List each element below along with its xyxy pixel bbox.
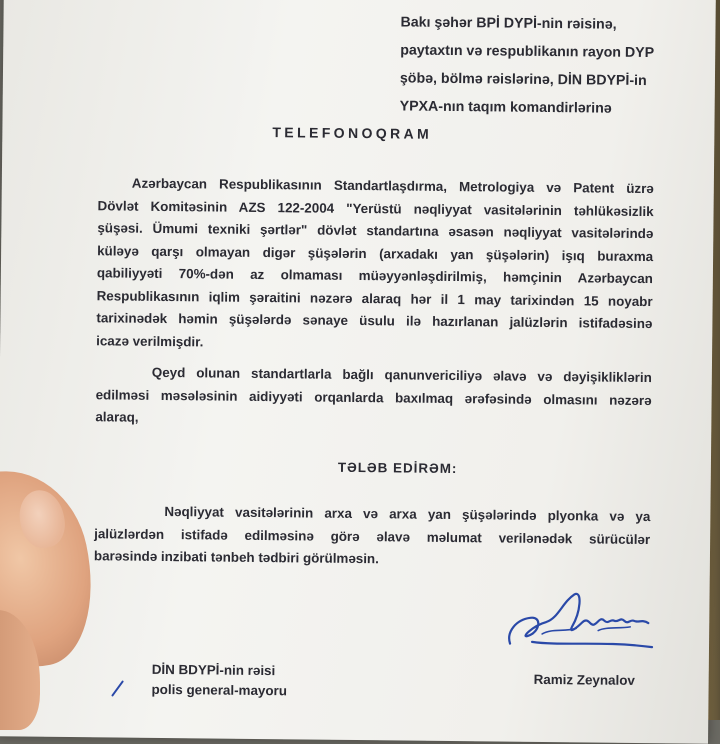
signatory-name: Ramiz Zeynalov [533,671,635,688]
text-line: Dövlət Komitəsinin AZS 122-2004 "Yerüstü nəqliyyat vasitələrinin təhlükəsizlik [97,197,654,219]
addressee-line: şöbə, bölmə rəislərinə, DİN BDYPİ-in [399,70,647,90]
text-line: Azərbaycan Respublikasının Standartlaşdırma, Metrologiya və Patent üzrə [131,175,654,197]
addressee-line: Bakı şəhər BPİ DYPİ-nin rəisinə, [400,14,617,33]
text-line: jalüzlərdən istifadə edilməsinə görə əlavə məlumat verilənədək sürücülər [94,525,651,547]
addressee-line: paytaxtın və respublikanın rayon DYP [400,42,655,62]
text-line: edilməsi məsələsinin aidiyyəti orqanlarda baxılmaq ərəfəsində olmasını nəzərə [95,386,652,408]
paragraph-instruction [94,500,651,573]
text-line: barəsində inzibati tənbeh tədbiri görülməsin. [93,548,379,567]
addressee-line: YPXA-nın taqım komandirlərinə [399,98,612,117]
addressee-block [400,8,701,123]
pen-stroke-mark [108,677,128,697]
text-line: icazə verilmişdir. [96,332,204,349]
paragraph-legislation [95,361,652,434]
demand-heading: TƏLƏB EDİRƏM: [337,459,458,477]
text-line: alaraq, [95,409,139,425]
text-line: şüşəsi. Ümumi texniki şərtlər" dövlət standartına əsasən nəqliyyat vasitələrində [97,220,654,242]
text-line: Respublikasının iqlim şəraitini nəzərə alaraq hər il 1 may tarixindən 15 noyabr [96,287,653,309]
paragraph-standard-basis [96,172,654,358]
handwritten-signature [502,582,663,664]
rank-line: polis general-mayoru [151,681,288,699]
text-line: Nəqliyyat vasitələrinin arxa və arxa yan şüşələrində plyonka və ya [164,504,651,525]
signatory-position [151,660,287,701]
text-line: tarixinədək həmin şüşələrdə sənaye üsulu ilə hazırlanan jalüzlərin istifadəsinə [96,310,653,332]
text-line: qabiliyyəti 70%-dən az olmaması müəyyənləşdirilmiş, həmçinin Azərbaycan [96,265,653,287]
text-line: Qeyd olunan standartlarla bağlı qanunvericiliyə əlavə və dəyişikliklərin [151,364,652,386]
text-line: küləyə qarşı olmayan digər şüşələrin (arxadakı yan şüşələrin) işıq buraxma [97,242,654,264]
document-title: TELEFONOQRAM [272,124,433,142]
position-line: DİN BDYPİ-nin rəisi [151,661,276,679]
